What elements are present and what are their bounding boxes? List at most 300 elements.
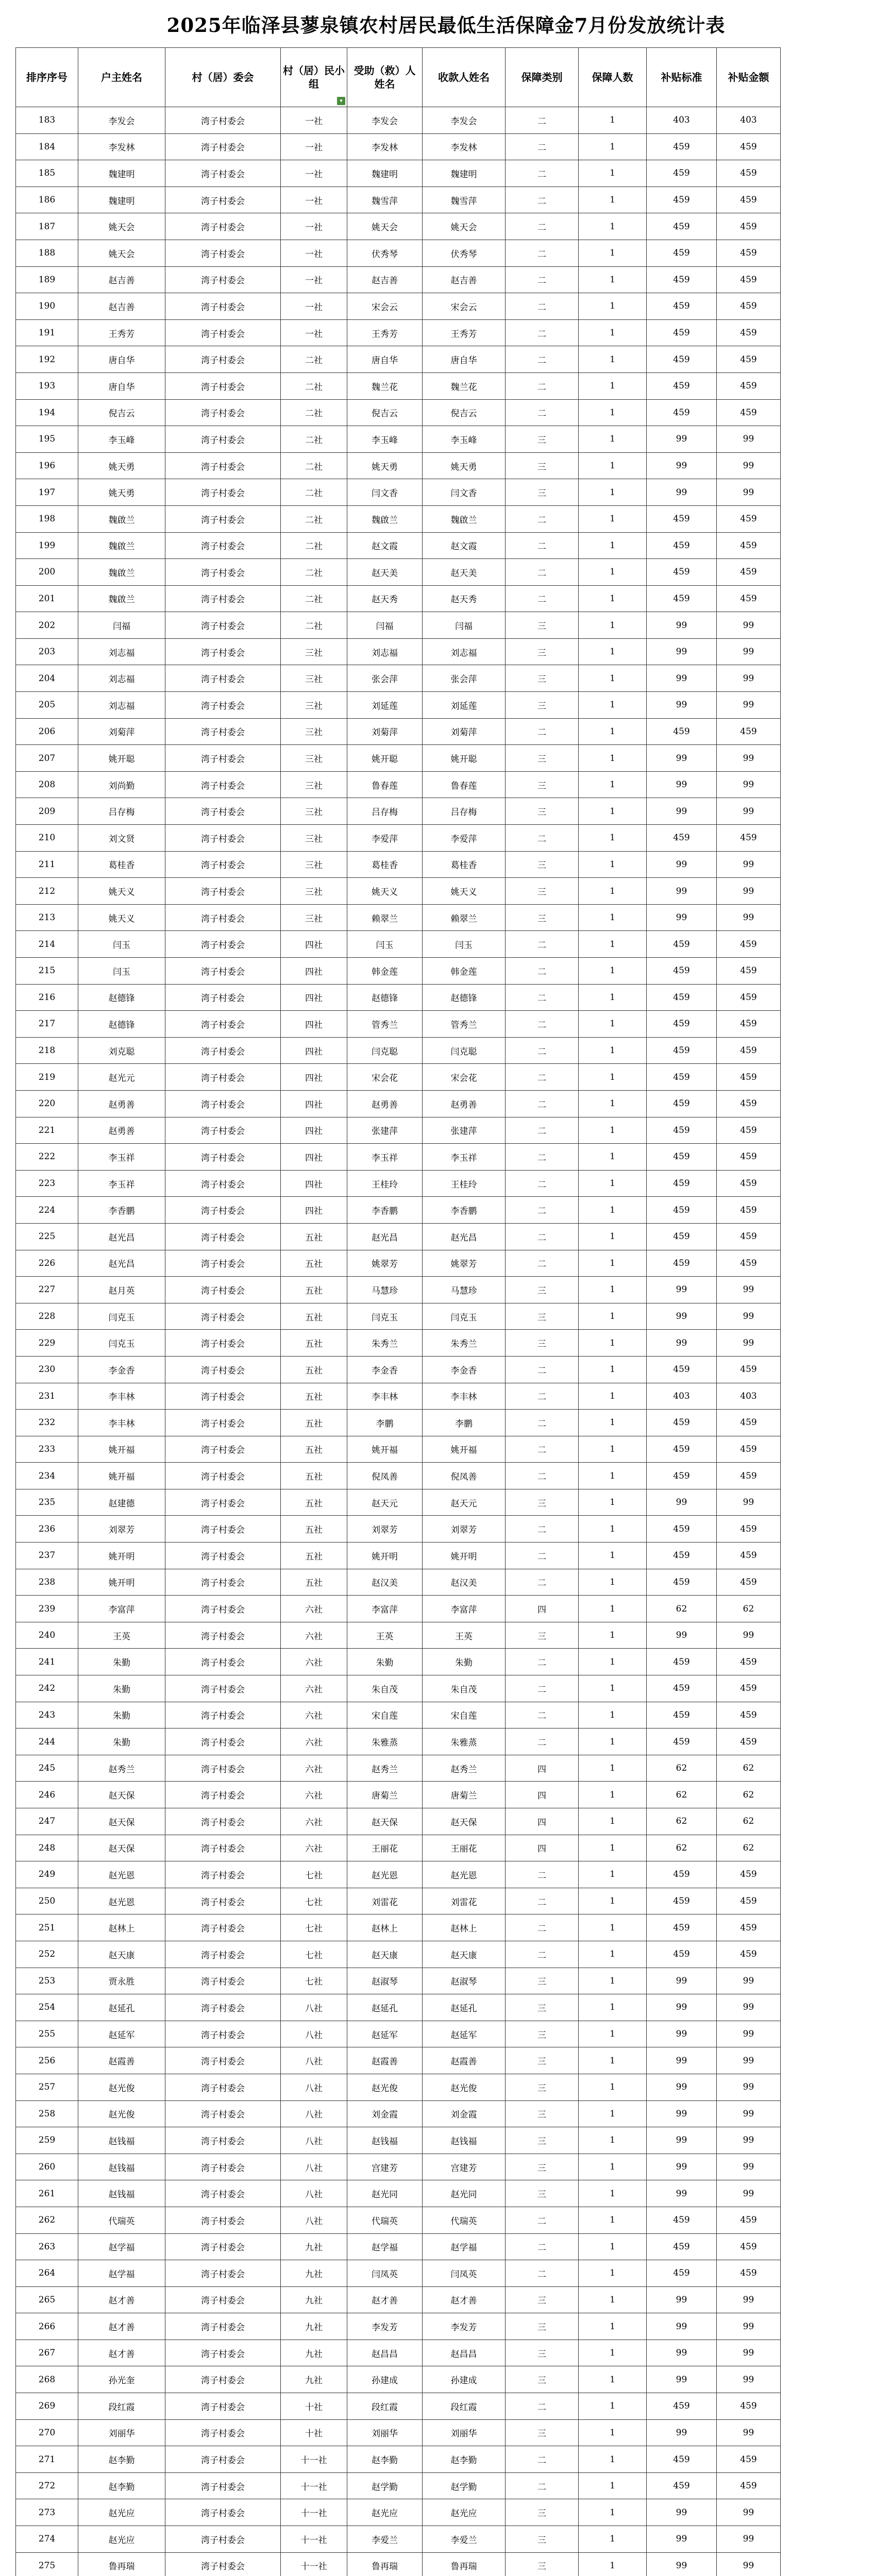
cell-holder[interactable]: 赵光俊 — [78, 2074, 165, 2100]
cell-village[interactable]: 湾子村委会 — [165, 1064, 281, 1091]
cell-seq[interactable]: 266 — [16, 2313, 78, 2340]
cell-seq[interactable]: 210 — [16, 825, 78, 852]
cell-group[interactable]: 一社 — [281, 160, 347, 187]
cell-seq[interactable]: 237 — [16, 1543, 78, 1569]
cell-amount[interactable]: 99 — [717, 745, 781, 772]
cell-beneficiary[interactable]: 李玉祥 — [347, 1144, 423, 1171]
cell-payee[interactable]: 宋自莲 — [423, 1702, 506, 1728]
cell-seq[interactable]: 209 — [16, 798, 78, 825]
cell-count[interactable]: 1 — [579, 851, 647, 878]
cell-seq[interactable]: 262 — [16, 2207, 78, 2233]
cell-category[interactable]: 三 — [506, 2154, 579, 2180]
cell-seq[interactable]: 231 — [16, 1383, 78, 1410]
cell-village[interactable]: 湾子村委会 — [165, 293, 281, 320]
cell-beneficiary[interactable]: 赵才善 — [347, 2286, 423, 2313]
cell-seq[interactable]: 229 — [16, 1330, 78, 1357]
cell-amount[interactable]: 459 — [717, 1064, 781, 1091]
cell-payee[interactable]: 李爱萍 — [423, 825, 506, 852]
cell-village[interactable]: 湾子村委会 — [165, 1170, 281, 1197]
cell-standard[interactable]: 459 — [647, 984, 717, 1011]
cell-amount[interactable]: 459 — [717, 1649, 781, 1675]
cell-seq[interactable]: 201 — [16, 585, 78, 612]
cell-category[interactable]: 二 — [506, 1914, 579, 1941]
cell-category[interactable]: 三 — [506, 2100, 579, 2127]
cell-holder[interactable]: 魏啟兰 — [78, 559, 165, 586]
cell-seq[interactable]: 243 — [16, 1702, 78, 1728]
cell-standard[interactable]: 459 — [647, 1197, 717, 1224]
cell-beneficiary[interactable]: 倪凤善 — [347, 1463, 423, 1489]
cell-village[interactable]: 湾子村委会 — [165, 2419, 281, 2446]
cell-payee[interactable]: 朱勤 — [423, 1649, 506, 1675]
cell-amount[interactable]: 99 — [717, 2313, 781, 2340]
cell-category[interactable]: 三 — [506, 771, 579, 798]
cell-standard[interactable]: 99 — [647, 452, 717, 479]
cell-seq[interactable]: 215 — [16, 958, 78, 985]
cell-village[interactable]: 湾子村委会 — [165, 718, 281, 745]
cell-village[interactable]: 湾子村委会 — [165, 452, 281, 479]
cell-holder[interactable]: 李富萍 — [78, 1596, 165, 1622]
cell-count[interactable]: 1 — [579, 1170, 647, 1197]
cell-seq[interactable]: 249 — [16, 1861, 78, 1888]
cell-group[interactable]: 一社 — [281, 213, 347, 240]
cell-amount[interactable]: 459 — [717, 984, 781, 1011]
cell-village[interactable]: 湾子村委会 — [165, 346, 281, 373]
cell-standard[interactable]: 99 — [647, 904, 717, 931]
cell-seq[interactable]: 257 — [16, 2074, 78, 2100]
cell-holder[interactable]: 赵光昌 — [78, 1223, 165, 1250]
cell-standard[interactable]: 99 — [647, 2419, 717, 2446]
cell-group[interactable]: 二社 — [281, 479, 347, 506]
cell-village[interactable]: 湾子村委会 — [165, 187, 281, 213]
cell-beneficiary[interactable]: 张会萍 — [347, 665, 423, 692]
cell-count[interactable]: 1 — [579, 2552, 647, 2576]
cell-payee[interactable]: 姚开明 — [423, 1543, 506, 1569]
cell-amount[interactable]: 459 — [717, 1702, 781, 1728]
cell-count[interactable]: 1 — [579, 771, 647, 798]
cell-payee[interactable]: 赵延军 — [423, 2021, 506, 2047]
cell-standard[interactable]: 403 — [647, 107, 717, 134]
cell-seq[interactable]: 183 — [16, 107, 78, 134]
cell-standard[interactable]: 459 — [647, 1356, 717, 1383]
cell-group[interactable]: 一社 — [281, 319, 347, 346]
cell-group[interactable]: 四社 — [281, 958, 347, 985]
cell-seq[interactable]: 192 — [16, 346, 78, 373]
cell-amount[interactable]: 99 — [717, 1303, 781, 1330]
cell-amount[interactable]: 99 — [717, 878, 781, 905]
cell-amount[interactable]: 459 — [717, 1516, 781, 1543]
cell-village[interactable]: 湾子村委会 — [165, 133, 281, 160]
cell-group[interactable]: 四社 — [281, 984, 347, 1011]
cell-standard[interactable]: 99 — [647, 426, 717, 453]
cell-holder[interactable]: 赵钱福 — [78, 2154, 165, 2180]
cell-payee[interactable]: 赵文霞 — [423, 532, 506, 559]
cell-group[interactable]: 三社 — [281, 851, 347, 878]
cell-count[interactable]: 1 — [579, 1383, 647, 1410]
cell-holder[interactable]: 魏建明 — [78, 187, 165, 213]
cell-category[interactable]: 四 — [506, 1782, 579, 1808]
cell-holder[interactable]: 李玉峰 — [78, 426, 165, 453]
cell-seq[interactable]: 213 — [16, 904, 78, 931]
cell-amount[interactable]: 459 — [717, 240, 781, 266]
cell-count[interactable]: 1 — [579, 1702, 647, 1728]
cell-village[interactable]: 湾子村委会 — [165, 399, 281, 426]
cell-seq[interactable]: 259 — [16, 2127, 78, 2154]
cell-category[interactable]: 二 — [506, 1223, 579, 1250]
cell-group[interactable]: 二社 — [281, 452, 347, 479]
cell-category[interactable]: 二 — [506, 1090, 579, 1117]
cell-group[interactable]: 三社 — [281, 878, 347, 905]
cell-group[interactable]: 三社 — [281, 665, 347, 692]
cell-category[interactable]: 三 — [506, 2074, 579, 2100]
cell-seq[interactable]: 227 — [16, 1277, 78, 1303]
cell-beneficiary[interactable]: 韩金莲 — [347, 958, 423, 985]
cell-seq[interactable]: 221 — [16, 1117, 78, 1144]
cell-group[interactable]: 十一社 — [281, 2552, 347, 2576]
cell-village[interactable]: 湾子村委会 — [165, 612, 281, 639]
cell-group[interactable]: 九社 — [281, 2233, 347, 2260]
cell-holder[interactable]: 魏啟兰 — [78, 585, 165, 612]
cell-amount[interactable]: 459 — [717, 372, 781, 399]
cell-group[interactable]: 六社 — [281, 1702, 347, 1728]
cell-standard[interactable]: 459 — [647, 2446, 717, 2473]
cell-payee[interactable]: 李丰林 — [423, 1383, 506, 1410]
cell-seq[interactable]: 264 — [16, 2260, 78, 2287]
cell-category[interactable]: 二 — [506, 213, 579, 240]
cell-holder[interactable]: 赵光元 — [78, 1064, 165, 1091]
cell-beneficiary[interactable]: 赵天康 — [347, 1941, 423, 1968]
cell-payee[interactable]: 李玉祥 — [423, 1144, 506, 1171]
cell-group[interactable]: 四社 — [281, 1037, 347, 1064]
cell-standard[interactable]: 99 — [647, 638, 717, 665]
cell-beneficiary[interactable]: 李丰林 — [347, 1383, 423, 1410]
cell-group[interactable]: 一社 — [281, 266, 347, 293]
cell-count[interactable]: 1 — [579, 479, 647, 506]
cell-seq[interactable]: 251 — [16, 1914, 78, 1941]
cell-seq[interactable]: 214 — [16, 931, 78, 958]
cell-group[interactable]: 八社 — [281, 2100, 347, 2127]
cell-standard[interactable]: 459 — [647, 1728, 717, 1755]
cell-payee[interactable]: 王英 — [423, 1622, 506, 1649]
cell-village[interactable]: 湾子村委会 — [165, 1569, 281, 1596]
cell-payee[interactable]: 李爱兰 — [423, 2526, 506, 2553]
cell-village[interactable]: 湾子村委会 — [165, 1303, 281, 1330]
cell-group[interactable]: 十一社 — [281, 2526, 347, 2553]
cell-holder[interactable]: 贾永胜 — [78, 1968, 165, 1994]
cell-category[interactable]: 三 — [506, 479, 579, 506]
cell-group[interactable]: 五社 — [281, 1250, 347, 1277]
cell-category[interactable]: 二 — [506, 2472, 579, 2499]
cell-beneficiary[interactable]: 王桂玲 — [347, 1170, 423, 1197]
cell-group[interactable]: 十社 — [281, 2393, 347, 2420]
cell-amount[interactable]: 459 — [717, 1223, 781, 1250]
cell-beneficiary[interactable]: 朱秀兰 — [347, 1330, 423, 1357]
cell-village[interactable]: 湾子村委会 — [165, 1543, 281, 1569]
cell-category[interactable]: 二 — [506, 1011, 579, 1038]
cell-holder[interactable]: 刘翠芳 — [78, 1516, 165, 1543]
cell-holder[interactable]: 李丰林 — [78, 1410, 165, 1436]
cell-payee[interactable]: 鲁再瑞 — [423, 2552, 506, 2576]
cell-amount[interactable]: 99 — [717, 2100, 781, 2127]
cell-beneficiary[interactable]: 闫文香 — [347, 479, 423, 506]
cell-beneficiary[interactable]: 姚开福 — [347, 1436, 423, 1463]
cell-village[interactable]: 湾子村委会 — [165, 2499, 281, 2526]
cell-village[interactable]: 湾子村委会 — [165, 2207, 281, 2233]
cell-beneficiary[interactable]: 李富萍 — [347, 1596, 423, 1622]
cell-village[interactable]: 湾子村委会 — [165, 2446, 281, 2473]
cell-standard[interactable]: 459 — [647, 2393, 717, 2420]
cell-village[interactable]: 湾子村委会 — [165, 1117, 281, 1144]
cell-beneficiary[interactable]: 李爱萍 — [347, 825, 423, 852]
cell-count[interactable]: 1 — [579, 2499, 647, 2526]
cell-holder[interactable]: 姚开聪 — [78, 745, 165, 772]
cell-standard[interactable]: 459 — [647, 2260, 717, 2287]
cell-count[interactable]: 1 — [579, 904, 647, 931]
cell-count[interactable]: 1 — [579, 293, 647, 320]
cell-category[interactable]: 三 — [506, 851, 579, 878]
cell-village[interactable]: 湾子村委会 — [165, 1410, 281, 1436]
cell-group[interactable]: 九社 — [281, 2340, 347, 2366]
cell-village[interactable]: 湾子村委会 — [165, 1941, 281, 1968]
cell-standard[interactable]: 99 — [647, 878, 717, 905]
cell-category[interactable]: 三 — [506, 2021, 579, 2047]
cell-payee[interactable]: 唐菊兰 — [423, 1782, 506, 1808]
cell-beneficiary[interactable]: 李爱兰 — [347, 2526, 423, 2553]
cell-seq[interactable]: 185 — [16, 160, 78, 187]
cell-payee[interactable]: 赵天元 — [423, 1489, 506, 1516]
cell-village[interactable]: 湾子村委会 — [165, 2313, 281, 2340]
cell-village[interactable]: 湾子村委会 — [165, 2366, 281, 2393]
cell-count[interactable]: 1 — [579, 745, 647, 772]
cell-beneficiary[interactable]: 刘雷花 — [347, 1888, 423, 1914]
cell-amount[interactable]: 99 — [717, 798, 781, 825]
cell-seq[interactable]: 202 — [16, 612, 78, 639]
cell-category[interactable]: 三 — [506, 2526, 579, 2553]
cell-amount[interactable]: 459 — [717, 559, 781, 586]
cell-beneficiary[interactable]: 姚翠芳 — [347, 1250, 423, 1277]
cell-holder[interactable]: 赵勇善 — [78, 1117, 165, 1144]
cell-payee[interactable]: 李香鹏 — [423, 1197, 506, 1224]
cell-holder[interactable]: 赵钱福 — [78, 2127, 165, 2154]
cell-amount[interactable]: 99 — [717, 2366, 781, 2393]
cell-count[interactable]: 1 — [579, 718, 647, 745]
cell-holder[interactable]: 鲁再瑞 — [78, 2552, 165, 2576]
cell-holder[interactable]: 闫玉 — [78, 958, 165, 985]
cell-village[interactable]: 湾子村委会 — [165, 2260, 281, 2287]
cell-village[interactable]: 湾子村委会 — [165, 1489, 281, 1516]
cell-count[interactable]: 1 — [579, 1622, 647, 1649]
cell-payee[interactable]: 刘丽华 — [423, 2419, 506, 2446]
cell-village[interactable]: 湾子村委会 — [165, 1596, 281, 1622]
cell-village[interactable]: 湾子村委会 — [165, 372, 281, 399]
cell-count[interactable]: 1 — [579, 2100, 647, 2127]
cell-payee[interactable]: 宫建芳 — [423, 2154, 506, 2180]
cell-village[interactable]: 湾子村委会 — [165, 1250, 281, 1277]
cell-seq[interactable]: 203 — [16, 638, 78, 665]
cell-village[interactable]: 湾子村委会 — [165, 1144, 281, 1171]
cell-payee[interactable]: 闫玉 — [423, 931, 506, 958]
cell-beneficiary[interactable]: 赵林上 — [347, 1914, 423, 1941]
cell-standard[interactable]: 459 — [647, 1516, 717, 1543]
cell-amount[interactable]: 459 — [717, 1011, 781, 1038]
cell-payee[interactable]: 魏啟兰 — [423, 505, 506, 532]
cell-beneficiary[interactable]: 王丽花 — [347, 1835, 423, 1861]
cell-beneficiary[interactable]: 倪吉云 — [347, 399, 423, 426]
cell-village[interactable]: 湾子村委会 — [165, 107, 281, 134]
cell-count[interactable]: 1 — [579, 1569, 647, 1596]
cell-beneficiary[interactable]: 赵学勤 — [347, 2472, 423, 2499]
cell-amount[interactable]: 62 — [717, 1808, 781, 1835]
cell-group[interactable]: 一社 — [281, 133, 347, 160]
cell-standard[interactable]: 459 — [647, 1649, 717, 1675]
cell-village[interactable]: 湾子村委会 — [165, 532, 281, 559]
cell-category[interactable]: 二 — [506, 1543, 579, 1569]
cell-group[interactable]: 三社 — [281, 692, 347, 719]
cell-village[interactable]: 湾子村委会 — [165, 1463, 281, 1489]
cell-seq[interactable]: 207 — [16, 745, 78, 772]
cell-beneficiary[interactable]: 赵钱福 — [347, 2127, 423, 2154]
cell-amount[interactable]: 99 — [717, 1622, 781, 1649]
cell-category[interactable]: 二 — [506, 2207, 579, 2233]
cell-beneficiary[interactable]: 赵天秀 — [347, 585, 423, 612]
cell-category[interactable]: 二 — [506, 372, 579, 399]
cell-seq[interactable]: 199 — [16, 532, 78, 559]
cell-payee[interactable]: 李发林 — [423, 133, 506, 160]
cell-group[interactable]: 六社 — [281, 1596, 347, 1622]
cell-amount[interactable]: 62 — [717, 1782, 781, 1808]
cell-payee[interactable]: 李金香 — [423, 1356, 506, 1383]
cell-standard[interactable]: 459 — [647, 1117, 717, 1144]
cell-standard[interactable]: 459 — [647, 372, 717, 399]
cell-holder[interactable]: 姚开明 — [78, 1543, 165, 1569]
cell-count[interactable]: 1 — [579, 346, 647, 373]
cell-payee[interactable]: 王秀芳 — [423, 319, 506, 346]
cell-holder[interactable]: 赵延军 — [78, 2021, 165, 2047]
cell-payee[interactable]: 张建萍 — [423, 1117, 506, 1144]
cell-village[interactable]: 湾子村委会 — [165, 1037, 281, 1064]
cell-category[interactable]: 三 — [506, 452, 579, 479]
cell-standard[interactable]: 459 — [647, 133, 717, 160]
cell-count[interactable]: 1 — [579, 692, 647, 719]
cell-group[interactable]: 七社 — [281, 1888, 347, 1914]
cell-standard[interactable]: 459 — [647, 1011, 717, 1038]
cell-amount[interactable]: 459 — [717, 1170, 781, 1197]
cell-village[interactable]: 湾子村委会 — [165, 2074, 281, 2100]
cell-standard[interactable]: 459 — [647, 718, 717, 745]
cell-holder[interactable]: 李丰林 — [78, 1383, 165, 1410]
cell-seq[interactable]: 187 — [16, 213, 78, 240]
cell-seq[interactable]: 273 — [16, 2499, 78, 2526]
cell-seq[interactable]: 206 — [16, 718, 78, 745]
cell-category[interactable]: 三 — [506, 2180, 579, 2207]
cell-village[interactable]: 湾子村委会 — [165, 904, 281, 931]
cell-amount[interactable]: 459 — [717, 1410, 781, 1436]
cell-village[interactable]: 湾子村委会 — [165, 958, 281, 985]
cell-seq[interactable]: 219 — [16, 1064, 78, 1091]
cell-category[interactable]: 二 — [506, 1170, 579, 1197]
cell-group[interactable]: 五社 — [281, 1303, 347, 1330]
cell-village[interactable]: 湾子村委会 — [165, 851, 281, 878]
cell-group[interactable]: 一社 — [281, 240, 347, 266]
cell-holder[interactable]: 赵李勤 — [78, 2472, 165, 2499]
cell-holder[interactable]: 赵才善 — [78, 2340, 165, 2366]
cell-count[interactable]: 1 — [579, 452, 647, 479]
cell-standard[interactable]: 403 — [647, 1383, 717, 1410]
cell-group[interactable]: 四社 — [281, 1144, 347, 1171]
cell-category[interactable]: 三 — [506, 2286, 579, 2313]
cell-amount[interactable]: 459 — [717, 1197, 781, 1224]
cell-holder[interactable]: 姚开福 — [78, 1463, 165, 1489]
cell-payee[interactable]: 赵昌昌 — [423, 2340, 506, 2366]
cell-count[interactable]: 1 — [579, 984, 647, 1011]
cell-seq[interactable]: 268 — [16, 2366, 78, 2393]
cell-group[interactable]: 一社 — [281, 187, 347, 213]
cell-payee[interactable]: 王丽花 — [423, 1835, 506, 1861]
cell-holder[interactable]: 葛桂香 — [78, 851, 165, 878]
cell-amount[interactable]: 459 — [717, 1144, 781, 1171]
cell-amount[interactable]: 459 — [717, 187, 781, 213]
cell-category[interactable]: 二 — [506, 1649, 579, 1675]
cell-seq[interactable]: 239 — [16, 1596, 78, 1622]
cell-village[interactable]: 湾子村委会 — [165, 745, 281, 772]
cell-amount[interactable]: 459 — [717, 160, 781, 187]
cell-beneficiary[interactable]: 赵天美 — [347, 559, 423, 586]
cell-holder[interactable]: 赵光应 — [78, 2526, 165, 2553]
cell-village[interactable]: 湾子村委会 — [165, 426, 281, 453]
cell-seq[interactable]: 246 — [16, 1782, 78, 1808]
cell-standard[interactable]: 459 — [647, 532, 717, 559]
cell-group[interactable]: 六社 — [281, 1649, 347, 1675]
cell-holder[interactable]: 姚开福 — [78, 1436, 165, 1463]
cell-standard[interactable]: 459 — [647, 1223, 717, 1250]
cell-village[interactable]: 湾子村委会 — [165, 1808, 281, 1835]
cell-beneficiary[interactable]: 孙建成 — [347, 2366, 423, 2393]
cell-payee[interactable]: 伏秀琴 — [423, 240, 506, 266]
cell-amount[interactable]: 459 — [717, 213, 781, 240]
cell-holder[interactable]: 刘文贤 — [78, 825, 165, 852]
cell-holder[interactable]: 李香鹏 — [78, 1197, 165, 1224]
cell-beneficiary[interactable]: 赵光应 — [347, 2499, 423, 2526]
cell-count[interactable]: 1 — [579, 1808, 647, 1835]
cell-category[interactable]: 二 — [506, 958, 579, 985]
cell-amount[interactable]: 99 — [717, 2154, 781, 2180]
cell-count[interactable]: 1 — [579, 1649, 647, 1675]
cell-holder[interactable]: 赵天康 — [78, 1941, 165, 1968]
cell-beneficiary[interactable]: 闫玉 — [347, 931, 423, 958]
cell-seq[interactable]: 270 — [16, 2419, 78, 2446]
cell-village[interactable]: 湾子村委会 — [165, 2180, 281, 2207]
cell-holder[interactable]: 段红霞 — [78, 2393, 165, 2420]
cell-group[interactable]: 三社 — [281, 718, 347, 745]
cell-count[interactable]: 1 — [579, 213, 647, 240]
cell-count[interactable]: 1 — [579, 1037, 647, 1064]
cell-count[interactable]: 1 — [579, 1675, 647, 1702]
cell-standard[interactable]: 99 — [647, 665, 717, 692]
cell-group[interactable]: 七社 — [281, 1861, 347, 1888]
cell-payee[interactable]: 赵吉善 — [423, 266, 506, 293]
cell-village[interactable]: 湾子村委会 — [165, 559, 281, 586]
cell-count[interactable]: 1 — [579, 160, 647, 187]
cell-seq[interactable]: 247 — [16, 1808, 78, 1835]
cell-seq[interactable]: 236 — [16, 1516, 78, 1543]
cell-payee[interactable]: 朱自茂 — [423, 1675, 506, 1702]
cell-beneficiary[interactable]: 宋会花 — [347, 1064, 423, 1091]
cell-amount[interactable]: 459 — [717, 532, 781, 559]
cell-beneficiary[interactable]: 魏兰花 — [347, 372, 423, 399]
cell-holder[interactable]: 赵月英 — [78, 1277, 165, 1303]
cell-standard[interactable]: 99 — [647, 2154, 717, 2180]
cell-standard[interactable]: 459 — [647, 1410, 717, 1436]
cell-group[interactable]: 三社 — [281, 771, 347, 798]
